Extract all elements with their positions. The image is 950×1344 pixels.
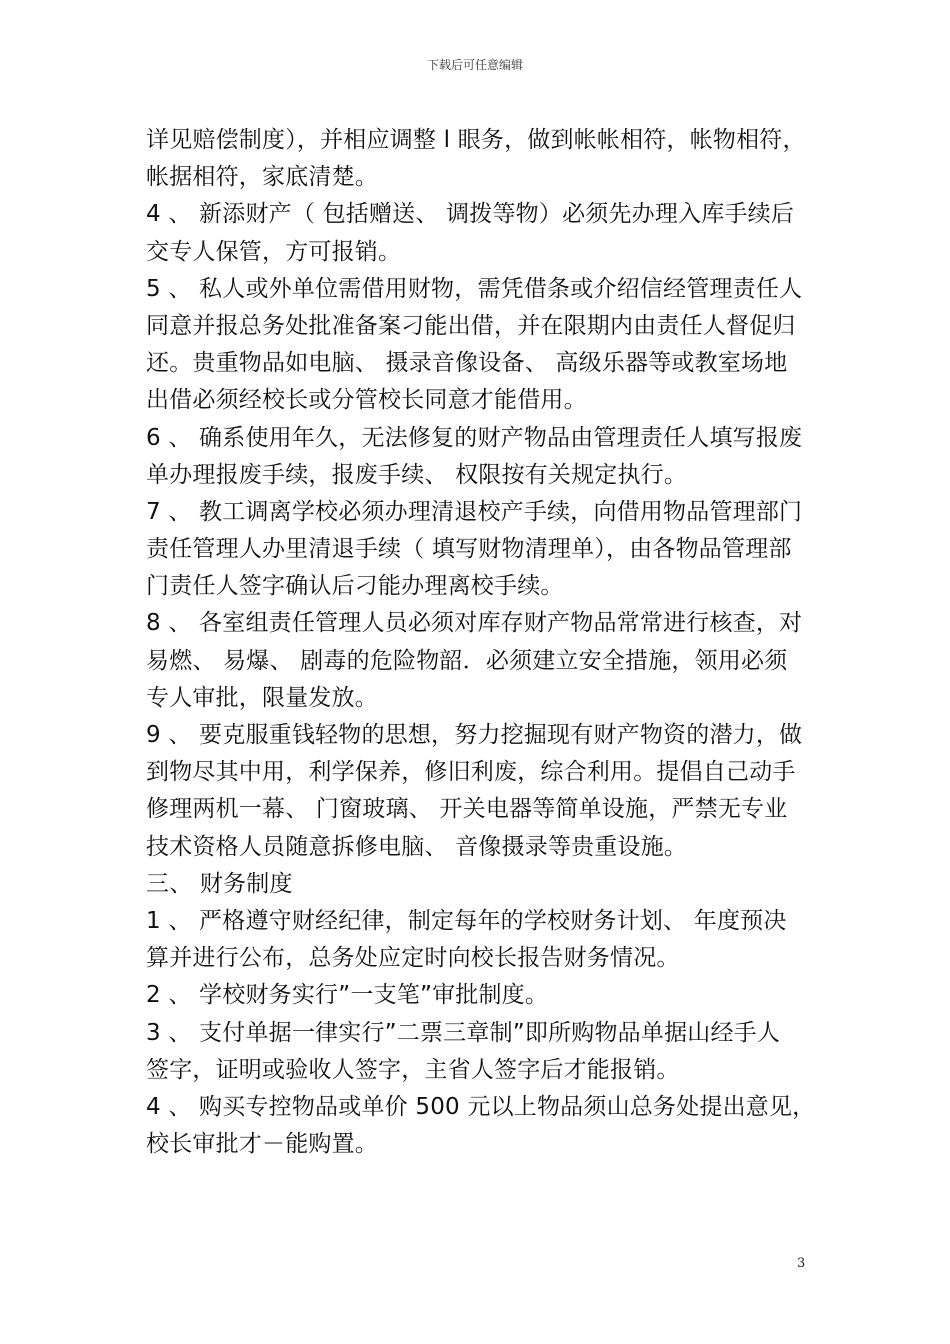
text-line: 专人审批，限量发放。	[146, 684, 378, 711]
text-line: 易燃、 易爆、 剧毒的危险物韶．必须建立安全措施，领用必须	[146, 647, 788, 674]
text-line: 同意并报总务处批准备案刁能出借，并在限期内由责任人督促归	[146, 312, 796, 339]
text-line: 4 、 购买专控物品或单价 500 元以上物品须山总务处提出意见，	[146, 1093, 816, 1120]
page-number: 3	[797, 1256, 806, 1271]
text-line: 4 、 新添财产（ 包括赠送、 调拨等物）必须先办理入库手续后	[146, 201, 795, 228]
text-line: 技术资格人员随意拆修电脑、 音像摄录等贵重设施。	[146, 833, 688, 860]
text-line: 签字，证明或验收人签字，主省人签字后才能报销。	[146, 1056, 680, 1083]
section-heading: 三、 财务制度	[146, 870, 293, 897]
text-line: 出借必须经校长或分管校长同意才能借用。	[146, 387, 587, 414]
text-line: 6 、 确系使用年久，无法修复的财产物品由管理责任人填写报废	[146, 424, 803, 451]
text-line: 门责任人签字确认后刁能办理离校手续。	[146, 573, 564, 600]
text-line: 到物尽其中用，利学保养，修旧利废，综合利用。提倡自己动手	[146, 759, 796, 786]
text-line: 5 、 私人或外单位需借用财物，需凭借条或介绍信经管理责任人	[146, 275, 803, 302]
text-line: 2 、 学校财务实行”一支笔”审批制度。	[146, 982, 549, 1009]
text-line: 8 、 各室组责任管理人员必须对库存财产物品常常进行核查，对	[146, 610, 803, 637]
text-line: 1 、 严格遵守财经纪律，制定每年的学校财务计划、 年度预决	[146, 907, 787, 934]
text-line: 责任管理人办里清退手续（ 填写财物清理单），由各物品管理部	[146, 536, 792, 563]
text-line: 3 、 支付单据一律实行”二票三章制”即所购物品单据山经手人	[146, 1019, 781, 1046]
text-line: 7 、 教工调离学校必须办理清退校产手续，向借用物品管理部门	[146, 498, 803, 525]
page-header: 下载后可任意编辑	[426, 58, 523, 72]
text-line: 算并进行公布，总务处应定时向校长报告财务情况。	[146, 945, 680, 972]
text-line: 还。贵重物品如电脑、 摄录音像设备、 高级乐器等或教室场地	[146, 350, 788, 377]
document-body	[146, 122, 826, 1163]
text-line: 9 、 要克服重钱轻物的思想，努力挖掘现有财产物资的潜力，做	[146, 722, 803, 748]
text-line: 校长审批才－能购置。	[146, 1131, 378, 1158]
text-line: 单办理报废手续，报废手续、 权限按有关规定执行。	[146, 461, 688, 488]
text-line: 详见赔偿制度），并相应调整 l 眼务，做到帐帐相符，帐物相符，	[146, 127, 806, 153]
text-line: 交专人保管，方可报销。	[146, 238, 402, 265]
text-line: 修理两机一幕、 门窗玻璃、 开关电器等简单设施，严禁无专业	[146, 796, 788, 823]
text-line: 帐据相符，家底清楚。	[146, 164, 378, 191]
